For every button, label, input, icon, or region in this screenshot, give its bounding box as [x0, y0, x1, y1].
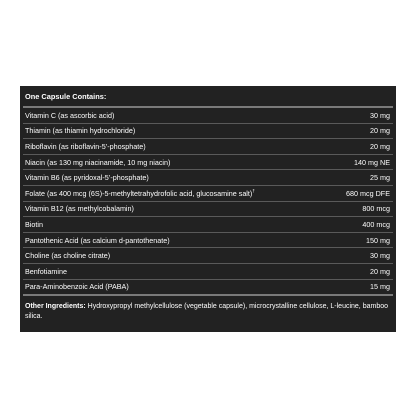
nutrient-name: Benfotiamine: [25, 266, 67, 276]
supplement-facts-panel: [20, 86, 396, 332]
nutrient-name: Vitamin B6 (as pyridoxal-5’-phosphate): [25, 173, 149, 183]
nutrient-name: Riboflavin (as riboflavin-5’-phosphate): [25, 141, 146, 151]
nutrient-amount: 30 mg: [370, 251, 390, 261]
table-row: [23, 155, 393, 171]
other-ingredients: [20, 296, 396, 321]
table-row: [23, 264, 393, 280]
table-row: [23, 108, 393, 124]
table-row: [23, 248, 393, 264]
nutrient-table: [23, 108, 393, 294]
nutrient-amount: 20 mg: [370, 126, 390, 136]
other-ingredients-text: Hydroxypropyl methylcellulose (vegetable capsule), microcrystalline cellulose, L-leucine, bamboo silica.: [25, 303, 388, 320]
table-row: [23, 124, 393, 140]
nutrient-amount: 30 mg: [370, 110, 390, 120]
table-row: [23, 202, 393, 218]
nutrient-amount: 800 mcg: [362, 204, 390, 214]
nutrient-name: Vitamin C (as ascorbic acid): [25, 110, 115, 120]
nutrient-name: [25, 189, 255, 198]
nutrient-name: Vitamin B12 (as methylcobalamin): [25, 204, 134, 214]
nutrient-amount: 680 mcg DFE: [346, 188, 390, 198]
nutrient-name: Thiamin (as thiamin hydrochloride): [25, 126, 136, 136]
nutrient-amount: 20 mg: [370, 266, 390, 276]
table-row: [23, 139, 393, 155]
nutrient-amount: 25 mg: [370, 173, 390, 183]
nutrient-amount: 20 mg: [370, 141, 390, 151]
table-row: [23, 233, 393, 249]
nutrient-amount: 150 mg: [366, 235, 390, 245]
table-row: [23, 217, 393, 233]
nutrient-name: Para-Aminobenzoic Acid (PABA): [25, 282, 129, 292]
panel-header: One Capsule Contains:: [25, 92, 107, 101]
folate-footnote-mark: †: [252, 188, 255, 194]
nutrient-amount: 400 mcg: [362, 219, 390, 229]
other-ingredients-label: Other Ingredients:: [25, 303, 86, 311]
nutrient-name: Niacin (as 130 mg niacinamide, 10 mg niacin): [25, 157, 171, 167]
table-row: [23, 170, 393, 186]
nutrient-amount: 15 mg: [370, 282, 390, 292]
table-row: [23, 186, 393, 202]
nutrient-name: Pantothenic Acid (as calcium d-pantothenate): [25, 235, 170, 245]
folate-name: Folate (as 400 mcg (6S)-5-methyltetrahydrofolic acid, glucosamine salt): [25, 188, 253, 198]
nutrient-name: Choline (as choline citrate): [25, 251, 111, 261]
nutrient-name: Biotin: [25, 219, 43, 229]
table-row: [23, 280, 393, 295]
nutrient-amount: 140 mg NE: [354, 157, 390, 167]
